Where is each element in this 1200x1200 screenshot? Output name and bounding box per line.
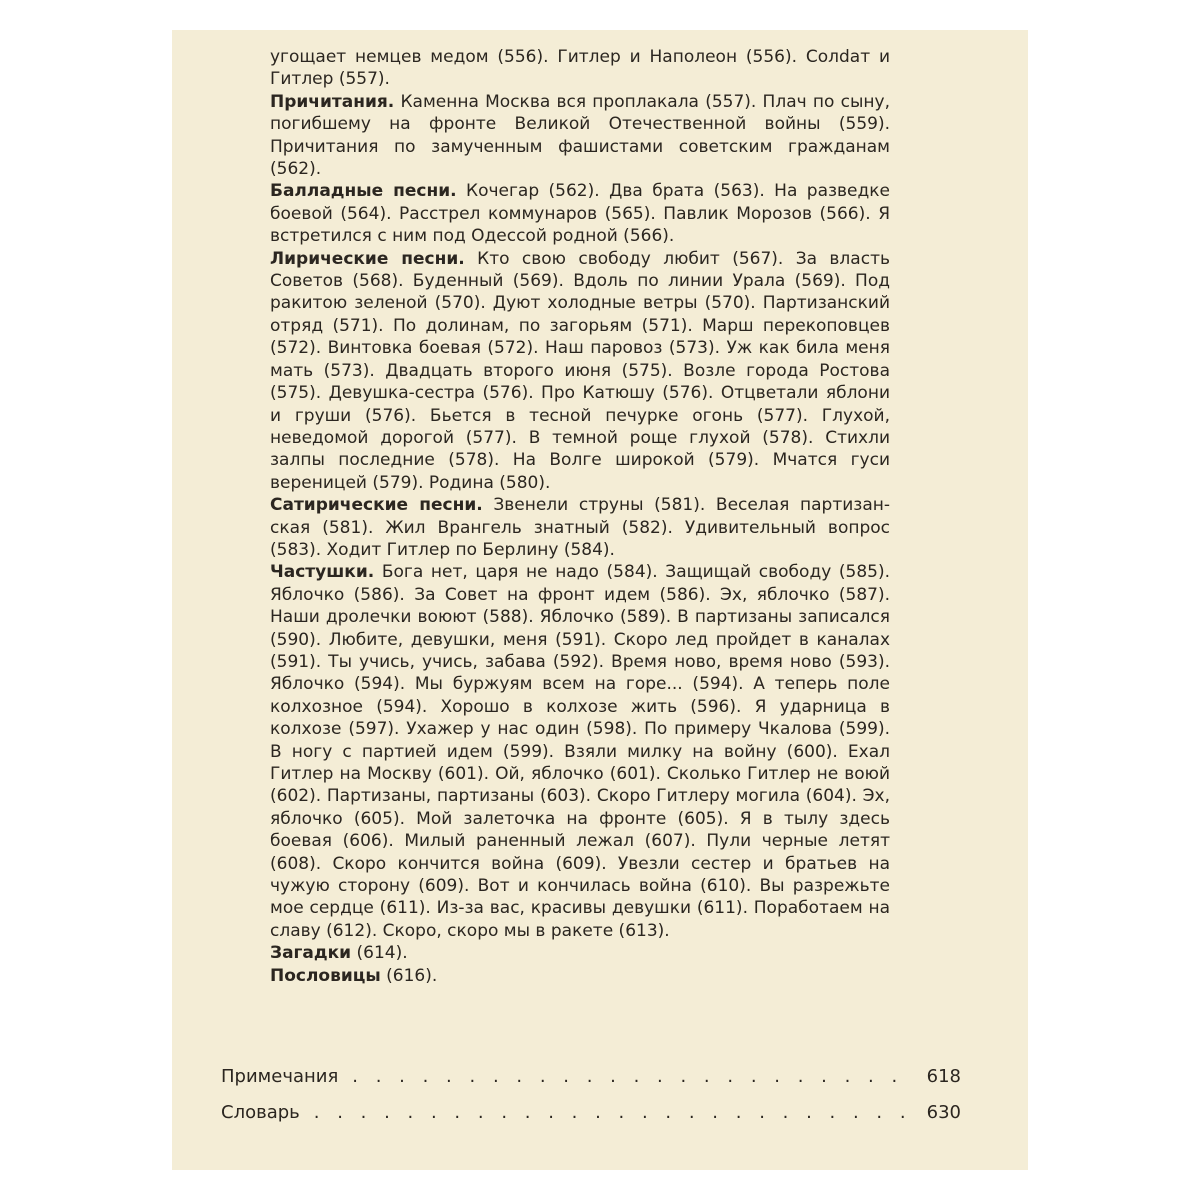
section-heading: Лирические песни.	[270, 248, 465, 269]
section-text: (614).	[356, 943, 408, 964]
section-heading: Загадки	[270, 943, 352, 964]
toc-entry-title: Примечания	[221, 1066, 339, 1087]
dot-leader	[352, 1066, 911, 1087]
section-heading: Сатирические песни.	[270, 495, 483, 516]
toc-entry-title: Словарь	[221, 1102, 300, 1123]
section-zagadki	[270, 942, 890, 964]
section-satiricheskie	[270, 494, 890, 561]
section-chastushki	[270, 561, 890, 942]
toc-entry-notes	[221, 1066, 961, 1087]
section-text: Кто свою свободу любит (567). За власть Советов (568). Буденный (569). Вдоль по линии Урала (569). Под ракитою зеленой (570). Дуют холодные ветры (570). Партизанский отряд (571). По долинам, по загорьям (571). Марш перекоповцев (572). Винтовка боевая (572). Наш паровоз (573). Уж как била меня мать (573). Двадцать второго июня (575). Возле города Ростова (575). Девушка-сестра (576). Про Катюшу (576). Отцветали яблони и груши (576). Бьется в тесной печурке огонь (577). Глухой, неведомой дорогой (577). В темной роще глухой (578). Стихли залпы последние (578). На Волге широкой (579). Мчатся гуси вереницей (579). Родина (580).	[270, 248, 890, 493]
section-prichitaniya	[270, 91, 890, 181]
toc-entry-dictionary	[221, 1102, 961, 1123]
toc-page-number: 618	[926, 1066, 961, 1087]
section-text: Бога нет, царя не надо (584). Защищай свободу (585). Яблочко (586). За Совет на фронт идем (586). Эх, яблочко (587). Наши дролечки воюют (588). Яблочко (589). В партизаны записался (590). Любите, девушки, меня (591). Скоро лед пройдет в каналах (591). Ты учись, учись, забава (592). Время ново, время ново (593). Яблочко (594). Мы буржуям всем на горе... (594). А теперь поле колхозное (594). Хорошо в колхозе жить (596). Я ударница в колхозе (597). Ухажер у нас один (598). По примеру Чкалова (599). В ногу с партией идем (599). Взяли милку на войну (600). Ехал Гитлер на Москву (601). Ой, яблочко (601). Сколько Гитлер не воюй (602). Партизаны, партизаны (603). Скоро Гитлеру могила (604). Эх, яблочко (605). Мой залеточка на фронте (605). Я в тылу здесь боевая (606). Милый раненный лежал (607). Пули черные летят (608). Скоро кончится война (609). Увезли сестер и братьев на чужую сторону (609). Вот и кончилась война (610). Вы разрежьте мое сердце (611). Из-за вас, красивы девушки (611). Поработаем на славу (612). Скоро, скоро мы в ракете (613).	[270, 562, 891, 941]
contents-continuation	[270, 46, 890, 987]
section-balladnye	[270, 180, 890, 247]
section-liricheskie	[270, 248, 890, 494]
section-text: Звенели струны (581). Веселая партизанская (581). Жил Врангель знатный (582). Удивительный вопрос (583). Ходит Гитлер по Берлину (584).	[270, 495, 890, 560]
section-heading: Пословицы	[270, 965, 381, 986]
book-page	[172, 30, 1028, 1170]
section-text: угощает немцев медом (556). Гитлер и Наполеон (556). Солdат и Гитлер (557).	[270, 47, 890, 90]
dot-leader	[314, 1102, 911, 1123]
section-heading: Причитания.	[270, 91, 395, 112]
section-text: Кочегар (562). Два брата (563). На разведке боевой (564). Расстрел коммунаров (565). Павлик Морозов (566). Я встретился с ним под Одессой родной (566).	[270, 181, 890, 247]
section-text: (616).	[386, 965, 438, 986]
section-heading: Балладные песни.	[270, 181, 457, 202]
section-text: Каменна Москва вся проплакала (557). Плач по сыну, погибшему на фронте Великой Отечественной войны (559). Причитания по замученным фашистами советским гражданам (562).	[270, 91, 890, 180]
section-intro	[270, 46, 890, 91]
toc-page-number: 630	[926, 1102, 961, 1123]
section-poslovitsy	[270, 965, 890, 987]
section-heading: Частушки.	[270, 562, 375, 583]
